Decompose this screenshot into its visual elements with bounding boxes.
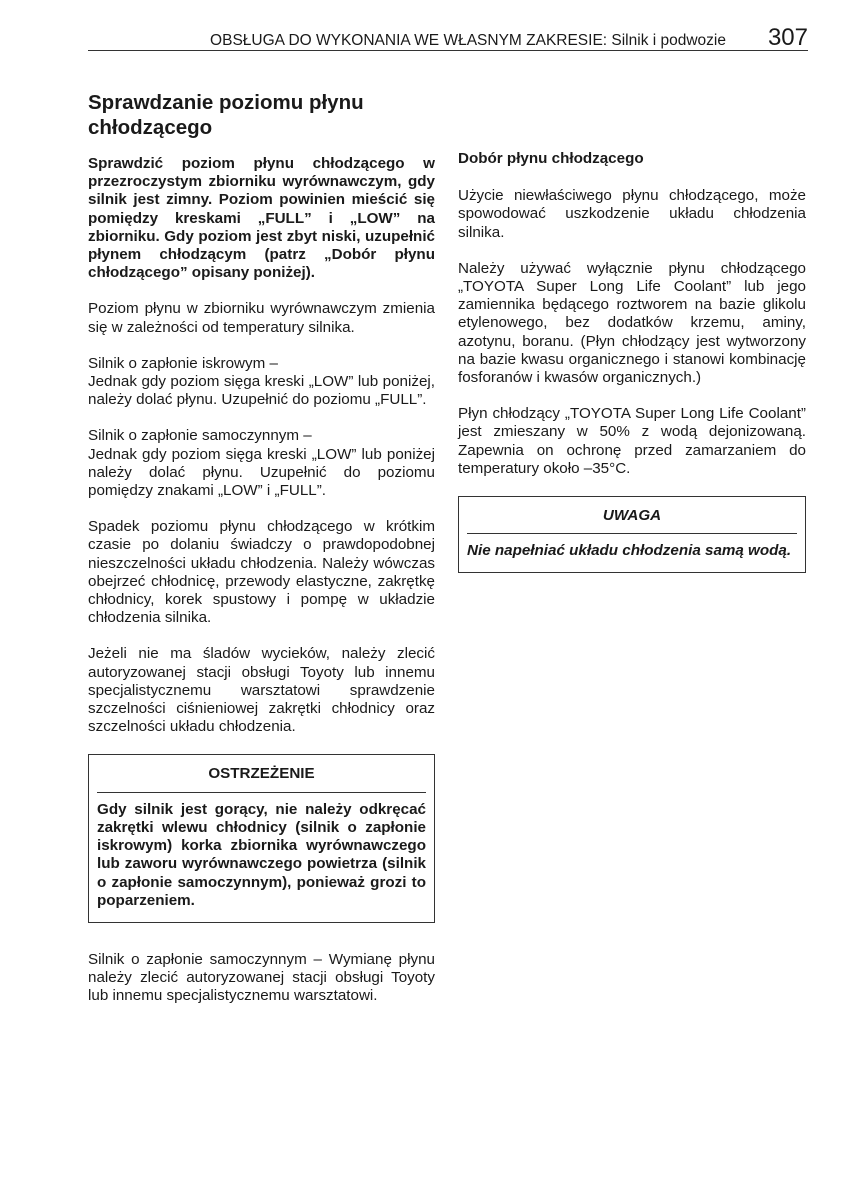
- caution-body: Nie napełniać układu chłodzenia samą wodą.: [467, 542, 792, 560]
- paragraph-gasoline: [88, 355, 435, 410]
- header-rule: [88, 50, 808, 51]
- intro-paragraph: Sprawdzić poziom płynu chłodzącego w przezroczystym zbiorniku wyrównawczym, gdy silnik jest zimny. Poziom powinien mieścić się pomiędzy kreskami „FULL” i „LOW” na zbiorniku. Gdy poziom jest zbyt niski, uzupełnić płynem chłodzącym (patrz „Dobór płynu chłodzącego” opisany poniżej).: [88, 155, 435, 282]
- paragraph: Spadek poziomu płynu chłodzącego w krótkim czasie po dolaniu świadczy o prawdopodobnej nieszczelności układu chłodzenia. Należy wówczas obejrzeć chłodnicę, przewody elastyczne, zakrętkę chłodnicy, korek spustowy i pompę w układzie chłodzenia silnika.: [88, 518, 435, 627]
- paragraph-lead: Silnik o zapłonie samoczynnym –: [88, 427, 312, 445]
- warning-box: [88, 754, 435, 922]
- paragraph: Poziom płynu w zbiorniku wyrównawczym zmienia się w zależności od temperatury silnika.: [88, 300, 435, 336]
- paragraph: Silnik o zapłonie samoczynnym – Wymianę płynu należy zlecić autoryzowanej stacji obsługi Toyoty lub innemu specjalistycznemu warsztatowi.: [88, 950, 435, 1005]
- paragraph-diesel: [88, 427, 435, 500]
- section-title: OBSŁUGA DO WYKONANIA WE WŁASNYM ZAKRESIE: Silnik i podwozie: [210, 32, 726, 49]
- paragraph-body: Jednak gdy poziom sięga kreski „LOW” lub poniżej, należy dolać płynu. Uzupełnić do poziomu „FULL”.: [88, 373, 435, 409]
- page-title: Sprawdzanie poziomu płynu chłodzącego: [88, 91, 364, 139]
- paragraph-body: Jednak gdy poziom sięga kreski „LOW” lub poniżej należy dolać płynu. Uzupełnić do poziomu pomiędzy znakami „LOW” i „FULL”.: [88, 445, 435, 500]
- paragraph: Należy używać wyłącznie płynu chłodzącego „TOYOTA Super Long Life Coolant” lub jego zamiennika będącego roztworem na bazie glikolu etylenowego, bez dodatków krzemu, aminy, azotynu, boranu. (Płyn chłodzący jest wytworzony na bazie kwasu organicznego i stanowi kombinację fosforanów i kwasów organicznych.): [458, 259, 806, 387]
- caution-title: UWAGA: [467, 497, 797, 534]
- page-number: 307: [767, 24, 808, 51]
- right-column: [458, 150, 806, 601]
- section-heading: Dobór płynu chłodzącego: [458, 150, 644, 167]
- paragraph: Jeżeli nie ma śladów wycieków, należy zlecić autoryzowanej stacji obsługi Toyoty lub innemu specjalistycznemu warsztatowi sprawdzenie szczelności ciśnieniowej zakrętki chłodnicy oraz szczelności układu chłodzenia.: [88, 645, 435, 736]
- left-column: [88, 90, 435, 1024]
- warning-body: Gdy silnik jest gorący, nie należy odkręcać zakrętki wlewu chłodnicy (silnik o zapłonie iskrowym) korka zbiornika wyrównawczego lub zaworu wyrównawczego powietrza (silnik o zapłonie samoczynnym), ponieważ grozi to poparzeniem.: [97, 800, 426, 909]
- paragraph: Użycie niewłaściwego płynu chłodzącego, może spowodować uszkodzenie układu chłodzenia silnika.: [458, 187, 806, 241]
- warning-title: OSTRZEŻENIE: [97, 755, 426, 792]
- caution-box: [458, 496, 806, 573]
- paragraph: Płyn chłodzący „TOYOTA Super Long Life Coolant” jest zmieszany w 50% z wodą dejonizowaną. Zapewnia on ochronę przed zamarzaniem do temperatury około –35°C.: [458, 405, 806, 477]
- paragraph-lead: Silnik o zapłonie iskrowym –: [88, 354, 278, 372]
